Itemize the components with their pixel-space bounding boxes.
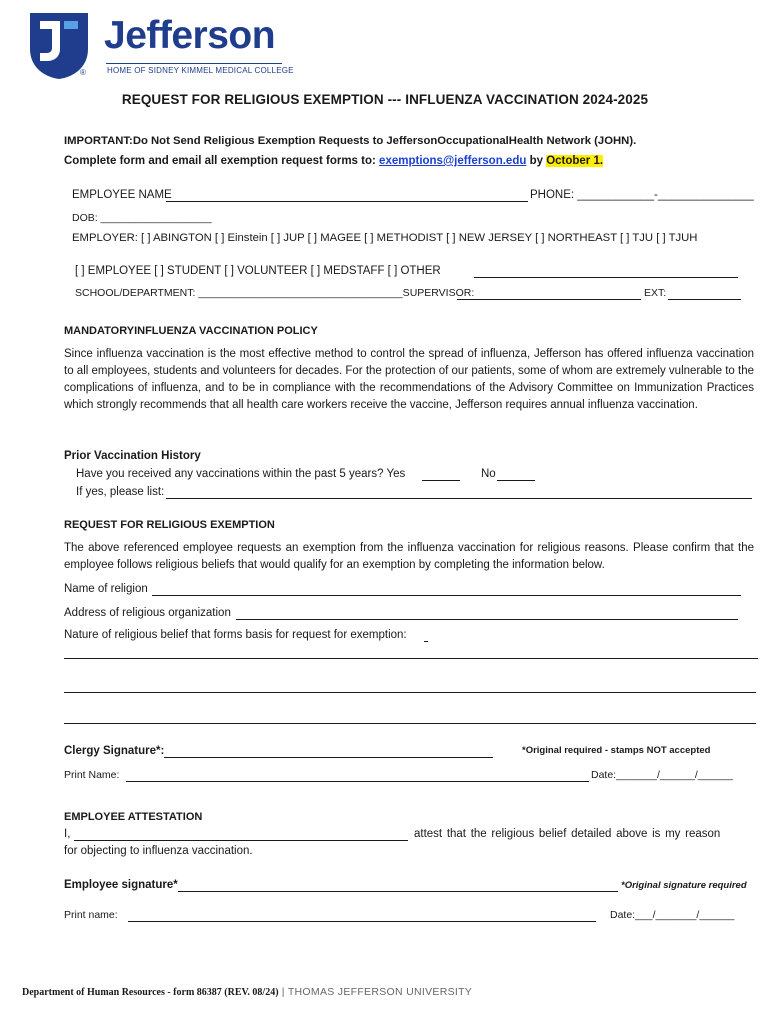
belief-nature-label: Nature of religious belief that forms basis for request for exemption:: [64, 629, 407, 641]
employer-options[interactable]: EMPLOYER: [ ] ABINGTON [ ] Einstein [ ] JUP [ ] MAGEE [ ] METHODIST [ ] NEW JERSEY [ ] NORTHEAST [ ] TJU [ ] TJUH: [72, 232, 698, 244]
clergy-signature-label: Clergy Signature*:: [64, 745, 165, 757]
request-heading: REQUEST FOR RELIGIOUS EXEMPTION: [64, 519, 275, 531]
page-footer: [22, 986, 472, 998]
history-heading: Prior Vaccination History: [64, 450, 201, 462]
belief-line-3[interactable]: [64, 723, 756, 724]
religion-field[interactable]: [152, 584, 741, 596]
logo-wordmark: Jefferson: [104, 14, 276, 57]
employee-signature-field[interactable]: [178, 880, 618, 892]
employee-name-label: EMPLOYEE NAME: [72, 189, 172, 201]
supervisor-field[interactable]: [457, 288, 641, 300]
form-title: REQUEST FOR RELIGIOUS EXEMPTION --- INFLUENZA VACCINATION 2024-2025: [121, 92, 649, 107]
deadline-highlight: October 1.: [546, 155, 604, 167]
footer-separator: |: [278, 986, 288, 998]
religion-label: Name of religion: [64, 583, 148, 595]
belief-line-2[interactable]: [64, 692, 756, 693]
employee-print-name-label: Print name:: [64, 909, 118, 921]
instructions-mid: by: [526, 155, 547, 167]
submission-instructions: [64, 155, 603, 167]
attestation-heading: EMPLOYEE ATTESTATION: [64, 811, 203, 823]
belief-nature-marker: [424, 630, 428, 642]
attestation-text-2: for objecting to influenza vaccination.: [64, 845, 253, 857]
address-label: Address of religious organization: [64, 607, 231, 619]
attestation-prefix: I,: [64, 828, 71, 840]
instructions-prefix: Complete form and email all exemption request forms to:: [64, 155, 380, 167]
request-body: The above referenced employee requests an exemption from the influenza vaccination for religious reasons. Please confirm that the employee follows religious beliefs that would qualify for an exemption by completing the information below.: [64, 542, 754, 571]
important-notice: IMPORTANT:Do Not Send Religious Exemption Requests to JeffersonOccupationalHealth Network (JOHN).: [64, 135, 637, 147]
school-supervisor-label: SCHOOL/DEPARTMENT: ___________________________________SUPERVISOR:: [75, 287, 475, 299]
attestation-name-field[interactable]: [74, 829, 408, 841]
employee-date-field[interactable]: Date:___/_______/______: [610, 909, 735, 921]
clergy-signature-field[interactable]: [164, 746, 493, 758]
employee-original-note: *Original signature required: [621, 880, 747, 891]
ext-field[interactable]: [668, 288, 741, 300]
belief-line-1[interactable]: [64, 658, 758, 659]
no-field[interactable]: [497, 469, 535, 481]
vaccination-list-label: If yes, please list:: [76, 486, 165, 498]
dob-field[interactable]: DOB: ___________________: [72, 212, 212, 224]
clergy-original-note: *Original required - stamps NOT accepted: [522, 745, 711, 756]
role-options[interactable]: [ ] EMPLOYEE [ ] STUDENT [ ] VOLUNTEER [ ] MEDSTAFF [ ] OTHER: [75, 265, 441, 277]
clergy-print-name-field[interactable]: [126, 770, 589, 782]
policy-body: Since influenza vaccination is the most effective method to control the spread of influenza, Jefferson has offered influenza vaccination to all employees, students and volunteers for decades. For the protection of our patients, some of whom are extremely vulnerable to the complications of influenza, and to be in compliance with the recommendations of the Advisory Committee on Immunization Practices which strongly recommends that all health care workers receive the vaccine, Jefferson requires annual influenza vaccination.: [64, 348, 754, 411]
clergy-print-name-label: Print Name:: [64, 769, 120, 781]
policy-heading: MANDATORYINFLUENZA VACCINATION POLICY: [64, 325, 318, 337]
vaccination-question: Have you received any vaccinations within the past 5 years? Yes: [76, 468, 406, 480]
ext-label: EXT:: [644, 287, 667, 299]
email-link[interactable]: exemptions@jefferson.edu: [379, 155, 527, 167]
phone-field[interactable]: PHONE: ____________-_______________: [530, 189, 754, 201]
employee-name-field[interactable]: [166, 190, 528, 202]
registered-mark: ®: [80, 68, 86, 77]
attestation-text: attest that the religious belief detailed above is my reason: [414, 828, 721, 840]
other-role-field[interactable]: [474, 266, 738, 278]
vaccination-list-field[interactable]: [166, 487, 752, 499]
logo-tagline: HOME OF SIDNEY KIMMEL MEDICAL COLLEGE: [107, 66, 294, 75]
employee-print-name-field[interactable]: [128, 910, 596, 922]
footer-form-number: Department of Human Resources - form 86387 (REV. 08/24): [22, 987, 279, 998]
yes-field[interactable]: [422, 469, 460, 481]
no-label: No: [481, 468, 496, 480]
clergy-date-field[interactable]: Date:_______/______/______: [591, 769, 733, 781]
employee-signature-label: Employee signature*: [64, 879, 178, 891]
address-field[interactable]: [236, 608, 738, 620]
footer-university: THOMAS JEFFERSON UNIVERSITY: [287, 986, 473, 998]
logo-divider: [106, 63, 282, 64]
